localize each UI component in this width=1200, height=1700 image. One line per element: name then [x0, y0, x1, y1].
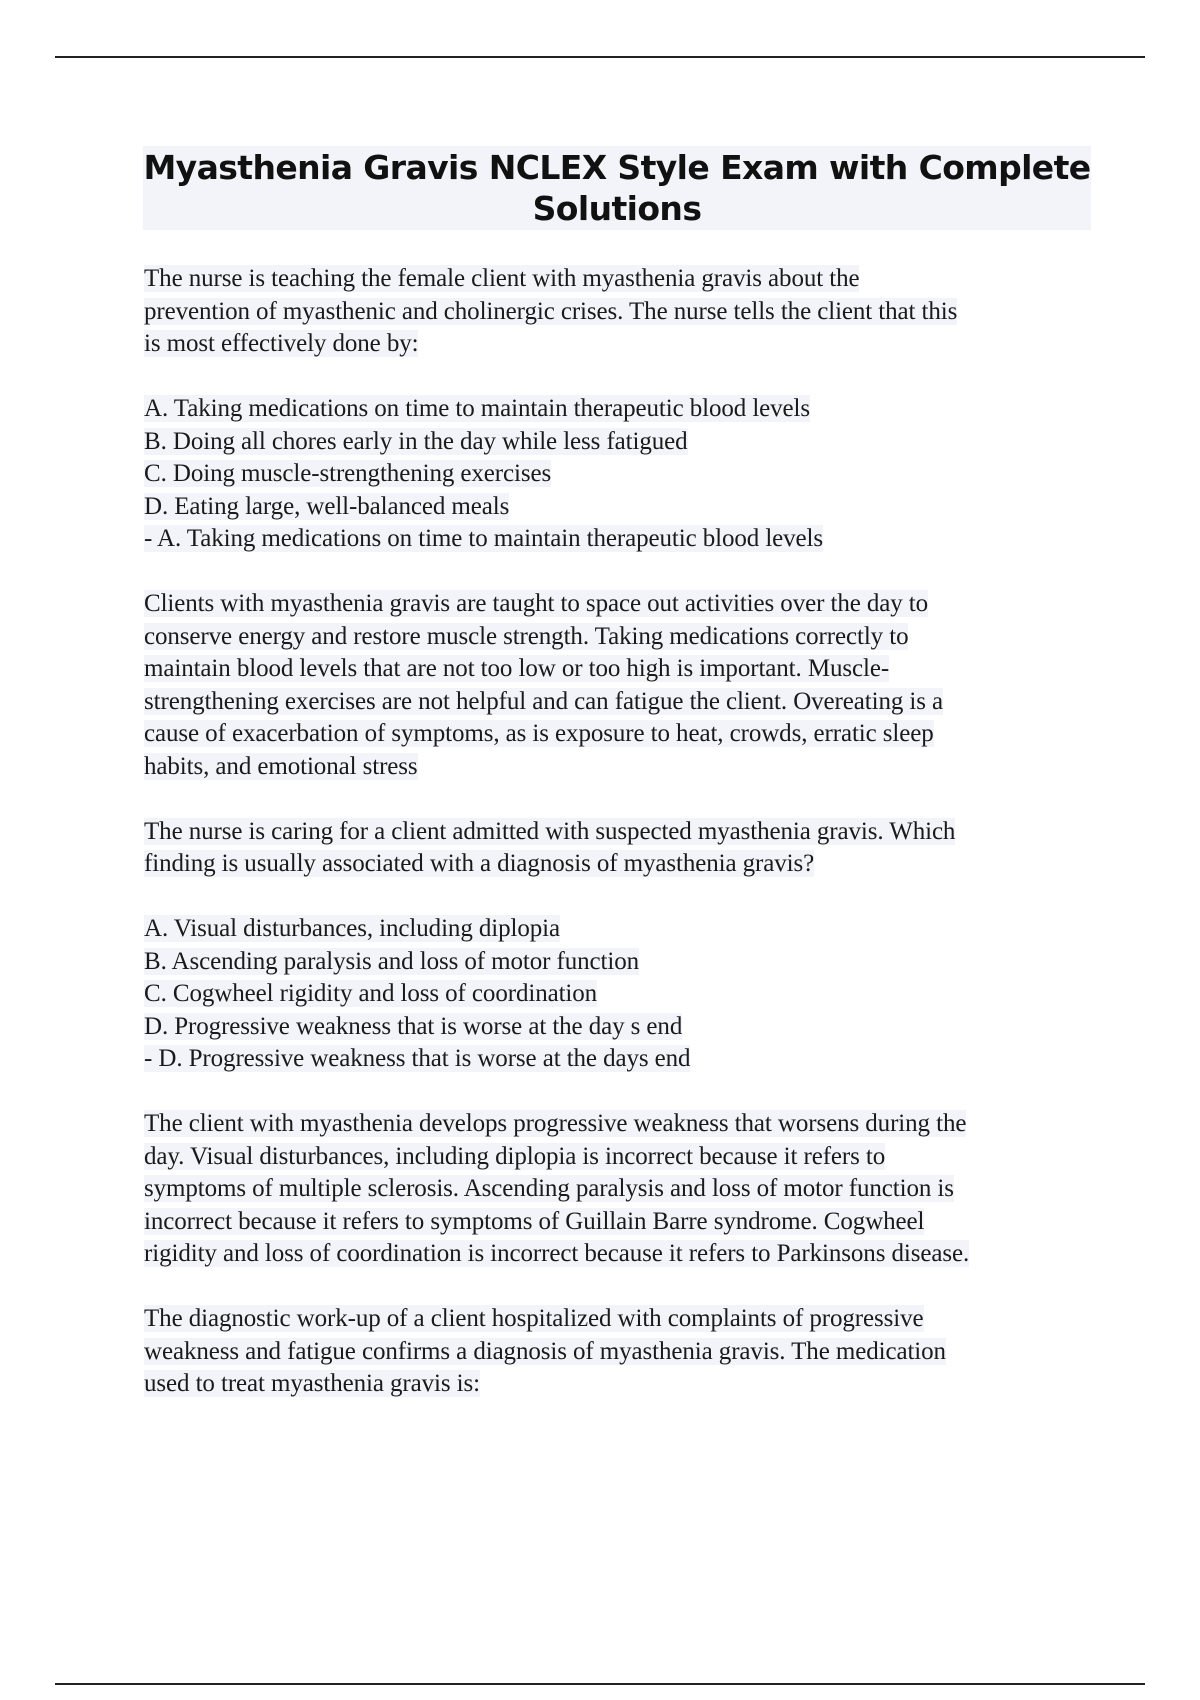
option-c: C. Cogwheel rigidity and loss of coordination	[144, 980, 598, 1007]
text-line: rigidity and loss of coordination is incorrect because it refers to Parkinsons disease.	[144, 1240, 970, 1267]
option-d: D. Eating large, well-balanced meals	[144, 492, 510, 520]
question-1-options	[144, 393, 1094, 556]
paragraph-gap	[144, 1076, 1094, 1109]
header-rule	[55, 56, 1145, 58]
paragraph-gap	[144, 556, 1094, 589]
text-line: The nurse is teaching the female client with myasthenia gravis about the	[144, 265, 860, 292]
text-line: strengthening exercises are not helpful and can fatigue the client. Overeating is a	[144, 687, 944, 715]
paragraph-gap	[144, 361, 1094, 394]
question-1-rationale	[144, 588, 1094, 783]
question-1-stem	[144, 263, 1094, 361]
paragraph-gap	[144, 1271, 1094, 1304]
option-b: B. Ascending paralysis and loss of motor function	[144, 947, 640, 975]
title-line-1: Myasthenia Gravis NCLEX Style Exam with Complete	[143, 148, 1091, 187]
paragraph-gap	[144, 881, 1094, 914]
title-line-2: Solutions	[532, 189, 702, 228]
option-d: D. Progressive weakness that is worse at the day s end	[144, 1012, 683, 1040]
text-line: The client with myasthenia develops progressive weakness that worsens during the	[144, 1110, 967, 1137]
question-2-rationale	[144, 1108, 1094, 1271]
text-line: incorrect because it refers to symptoms of Guillain Barre syndrome. Cogwheel	[144, 1207, 925, 1235]
option-c: C. Doing muscle-strengthening exercises	[144, 460, 552, 487]
answer: - D. Progressive weakness that is worse at the days end	[144, 1045, 691, 1072]
document-title	[143, 146, 1091, 230]
text-line: habits, and emotional stress	[144, 752, 418, 780]
question-2-options	[144, 913, 1094, 1076]
question-3-stem	[144, 1303, 1094, 1401]
text-line: prevention of myasthenic and cholinergic crises. The nurse tells the client that this	[144, 297, 958, 325]
option-a: A. Taking medications on time to maintain therapeutic blood levels	[144, 395, 811, 422]
footer-rule	[55, 1683, 1145, 1685]
text-line: conserve energy and restore muscle strength. Taking medications correctly to	[144, 622, 909, 650]
text-line: used to treat myasthenia gravis is:	[144, 1370, 481, 1397]
paragraph-gap	[144, 783, 1094, 816]
answer: - A. Taking medications on time to maintain therapeutic blood levels	[144, 525, 824, 552]
text-line: weakness and fatigue confirms a diagnosis of myasthenia gravis. The medication	[144, 1337, 946, 1365]
question-2-stem	[144, 816, 1094, 881]
text-line: is most effectively done by:	[144, 330, 419, 357]
text-line: The nurse is caring for a client admitted with suspected myasthenia gravis. Which	[144, 817, 956, 845]
text-line: finding is usually associated with a diagnosis of myasthenia gravis?	[144, 850, 815, 877]
option-b: B. Doing all chores early in the day while less fatigued	[144, 427, 688, 455]
text-line: day. Visual disturbances, including diplopia is incorrect because it refers to	[144, 1142, 886, 1170]
text-line: The diagnostic work-up of a client hospitalized with complaints of progressive	[144, 1305, 924, 1332]
text-line: maintain blood levels that are not too low or too high is important. Muscle-	[144, 655, 890, 682]
option-a: A. Visual disturbances, including diplopia	[144, 915, 561, 942]
text-line: cause of exacerbation of symptoms, as is exposure to heat, crowds, erratic sleep	[144, 720, 934, 747]
document-body	[144, 263, 1094, 1401]
text-line: Clients with myasthenia gravis are taught to space out activities over the day to	[144, 590, 929, 617]
text-line: symptoms of multiple sclerosis. Ascending paralysis and loss of motor function is	[144, 1175, 954, 1202]
